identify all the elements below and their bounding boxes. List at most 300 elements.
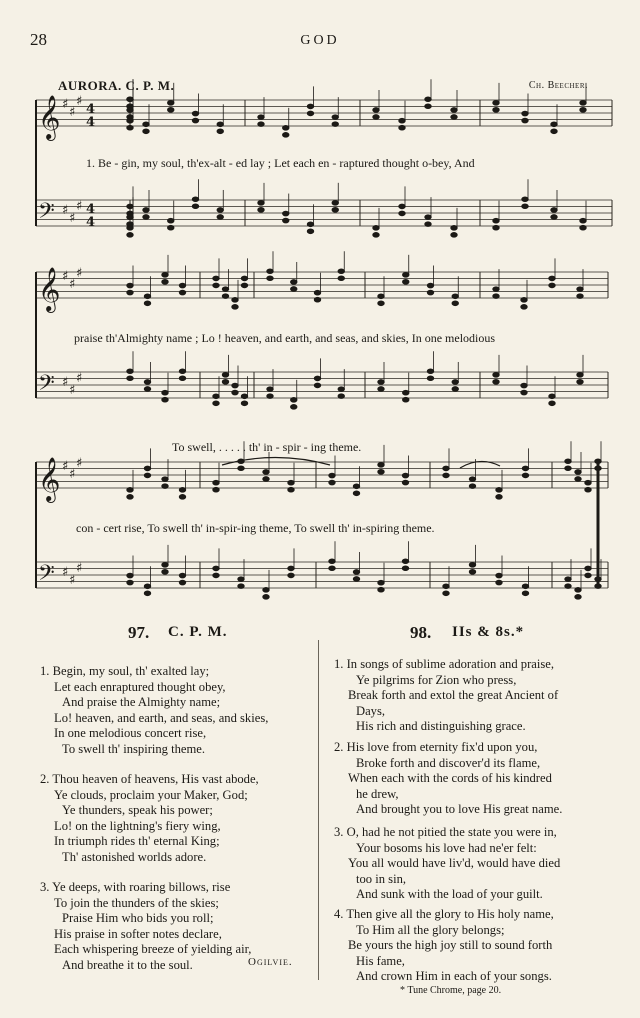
stanza-line: Break forth and extol the great Ancient of	[348, 688, 559, 703]
note-head	[217, 129, 223, 134]
note-head	[179, 369, 185, 374]
stanza-line: 2. His love from eternity fix'd upon you,	[334, 740, 538, 754]
note-head	[144, 584, 150, 589]
stanza-line: And breathe it to the soul.	[62, 957, 193, 972]
stanza-line: too in sin,	[356, 871, 407, 886]
sharp-sign: ♯	[76, 94, 83, 109]
note-head	[143, 208, 149, 213]
note-head	[307, 229, 313, 234]
note-head	[258, 122, 264, 127]
stanza-line: Be yours the high joy still to sound forth	[348, 938, 553, 953]
sharp-sign: ♯	[76, 199, 83, 214]
note-head	[127, 283, 133, 288]
hymn-97-stanza-3	[40, 880, 251, 974]
note-head	[307, 104, 313, 109]
stanza-line: Ye thunders, speak his power;	[62, 803, 213, 818]
note-head	[353, 484, 359, 489]
stanza-line: 4. Then give all the glory to His holy name,	[334, 907, 554, 921]
note-head	[451, 233, 457, 238]
note-head	[213, 394, 219, 399]
note-head	[580, 108, 586, 113]
note-head	[258, 115, 264, 120]
note-head	[585, 487, 591, 492]
column-divider	[318, 640, 319, 980]
note-head	[192, 111, 198, 116]
hymn-97-stanza-1	[40, 664, 268, 758]
note-head	[451, 226, 457, 231]
running-head: GOD	[300, 33, 340, 48]
note-head	[425, 215, 431, 220]
note-head	[143, 215, 149, 220]
bass-clef: 𝄢	[38, 199, 55, 229]
note-head	[338, 276, 344, 281]
sharp-sign: ♯	[76, 266, 83, 281]
time-signature: 4	[86, 215, 96, 230]
stanza-line: Let each enraptured thought obey,	[54, 679, 226, 694]
note-head	[232, 305, 238, 310]
note-head	[522, 197, 528, 202]
note-head	[179, 376, 185, 381]
note-head	[378, 380, 384, 385]
note-head	[241, 394, 247, 399]
note-head	[329, 559, 335, 564]
stanza-line: When each with the cords of his kindred	[348, 771, 552, 786]
note-head	[283, 218, 289, 223]
note-head	[143, 122, 149, 127]
note-head	[575, 595, 581, 600]
note-head	[222, 380, 228, 385]
note-head	[222, 294, 228, 299]
note-head	[238, 466, 244, 471]
note-head	[338, 394, 344, 399]
note-head	[403, 280, 409, 285]
sharp-sign: ♯	[62, 565, 69, 580]
sharp-sign: ♯	[62, 203, 69, 218]
note-head	[427, 283, 433, 288]
stanza-line: Your bosoms his love had ne'er felt:	[356, 840, 537, 855]
note-head	[332, 115, 338, 120]
note-head	[127, 290, 133, 295]
stanza-line: In triumph rides th' eternal King;	[54, 834, 220, 849]
sharp-sign: ♯	[69, 467, 76, 482]
note-head	[168, 225, 174, 230]
note-head	[162, 280, 168, 285]
note-head	[451, 108, 457, 113]
stanza-line: You all would have liv'd, would have died	[348, 856, 561, 871]
hymn-98-stanza-1	[334, 657, 558, 735]
stanza-line: To swell th' inspiring theme.	[62, 741, 206, 756]
note-head	[402, 559, 408, 564]
note-head	[496, 495, 502, 500]
note-head	[493, 225, 499, 230]
stanza-line: And sunk with the load of your guilt.	[356, 887, 543, 902]
note-head	[522, 204, 528, 209]
note-head	[213, 283, 219, 288]
note-head	[595, 577, 601, 582]
note-head	[213, 276, 219, 281]
note-head	[493, 380, 499, 385]
note-head	[241, 283, 247, 288]
note-head	[127, 204, 133, 209]
note-head	[217, 122, 223, 127]
note-head	[551, 208, 557, 213]
note-head	[451, 115, 457, 120]
note-head	[307, 222, 313, 227]
note-head	[521, 298, 527, 303]
sharp-sign: ♯	[62, 97, 69, 112]
note-head	[263, 595, 269, 600]
hymn-98-number: 98.	[410, 623, 432, 642]
stanza-line: In one melodious concert rise,	[54, 726, 207, 741]
hymn-98-stanza-3	[334, 825, 560, 903]
note-head	[179, 283, 185, 288]
note-head	[565, 466, 571, 471]
note-head	[378, 587, 384, 592]
note-head	[213, 480, 219, 485]
note-head	[469, 484, 475, 489]
note-head	[179, 580, 185, 585]
note-head	[283, 211, 289, 216]
lyric-line-3-upper: To swell, . . . . . th' in - spir - ing theme.	[172, 440, 362, 454]
note-head	[403, 397, 409, 402]
note-head	[127, 215, 133, 220]
note-head	[217, 208, 223, 213]
note-head	[288, 480, 294, 485]
note-head	[222, 373, 228, 378]
stanza-line: To join the thunders of the skies;	[54, 895, 219, 910]
note-head	[595, 584, 601, 589]
note-head	[258, 201, 264, 206]
note-head	[291, 280, 297, 285]
note-head	[551, 129, 557, 134]
treble-clef: 𝄞	[38, 95, 61, 139]
hymn-98-stanza-4	[334, 907, 554, 985]
note-head	[332, 208, 338, 213]
note-head	[469, 563, 475, 568]
note-head	[232, 298, 238, 303]
note-head	[378, 301, 384, 306]
slurs	[222, 458, 500, 469]
note-head	[127, 488, 133, 493]
note-head	[144, 387, 150, 392]
note-head	[493, 108, 499, 113]
note-head	[373, 233, 379, 238]
sharp-sign: ♯	[62, 269, 69, 284]
hymn-97-meter: C. P. M.	[168, 624, 228, 640]
slur	[460, 461, 500, 468]
sharp-sign: ♯	[69, 573, 76, 588]
note-head	[399, 118, 405, 123]
tune-title: AURORA. C. P. M.	[58, 78, 175, 93]
stanza-line: 1. Begin, my soul, th' exalted lay;	[40, 664, 210, 678]
note-head	[549, 283, 555, 288]
note-head	[399, 204, 405, 209]
bass-clef: 𝄢	[38, 561, 55, 591]
note-head	[551, 215, 557, 220]
note-head	[162, 563, 168, 568]
note-head	[263, 588, 269, 593]
note-head	[329, 566, 335, 571]
note-head	[493, 294, 499, 299]
note-head	[443, 591, 449, 596]
note-head	[127, 222, 133, 227]
note-head	[575, 588, 581, 593]
stanza-line: His rich and distinguishing grace.	[356, 719, 526, 734]
stanza-line: To Him all the glory belongs;	[356, 922, 505, 937]
hymn-98-meter: IIs & 8s.*	[452, 624, 525, 640]
note-head	[314, 290, 320, 295]
note-head	[162, 273, 168, 278]
note-head	[452, 294, 458, 299]
note-head	[425, 104, 431, 109]
note-head	[179, 573, 185, 578]
note-head	[378, 470, 384, 475]
note-head	[127, 580, 133, 585]
sharp-sign: ♯	[69, 383, 76, 398]
sharp-sign: ♯	[69, 277, 76, 292]
note-head	[127, 104, 133, 109]
lyric-line-1: 1. Be - gin, my soul, th'ex-alt - ed lay ; Let each en - raptured thought o-bey, And	[86, 156, 475, 170]
note-head	[192, 118, 198, 123]
note-head	[263, 470, 269, 475]
note-head	[443, 473, 449, 478]
stanza-line: Broke forth and discover'd its flame,	[356, 755, 541, 770]
note-head	[580, 101, 586, 106]
sharp-sign: ♯	[69, 211, 76, 226]
sharp-sign: ♯	[76, 371, 83, 386]
note-head	[291, 405, 297, 410]
note-head	[522, 111, 528, 116]
stanza-line: And crown Him in each of your songs.	[356, 969, 552, 984]
note-head	[307, 111, 313, 116]
sharp-sign: ♯	[69, 105, 76, 120]
hymn-97-stanza-2	[40, 772, 259, 866]
stanza-line: Days,	[356, 703, 386, 718]
note-head	[496, 488, 502, 493]
note-head	[127, 233, 133, 238]
note-head	[162, 477, 168, 482]
note-head	[565, 459, 571, 464]
note-head	[144, 294, 150, 299]
note-head	[283, 133, 289, 138]
note-head	[314, 376, 320, 381]
note-head	[143, 129, 149, 134]
note-head	[565, 584, 571, 589]
note-head	[373, 115, 379, 120]
note-head	[551, 122, 557, 127]
note-head	[353, 577, 359, 582]
stanza-line: His praise in softer notes declare,	[54, 926, 222, 941]
stanza-line: And brought you to love His great name.	[356, 802, 563, 817]
sharp-sign: ♯	[76, 561, 83, 576]
note-head	[241, 401, 247, 406]
note-head	[353, 491, 359, 496]
note-head	[192, 204, 198, 209]
note-head	[144, 466, 150, 471]
note-head	[403, 273, 409, 278]
note-head	[332, 122, 338, 127]
note-head	[521, 305, 527, 310]
page-number: 28	[30, 30, 47, 49]
note-head	[267, 387, 273, 392]
note-head	[580, 218, 586, 223]
stanza-line: His fame,	[356, 953, 405, 968]
note-head	[595, 459, 601, 464]
footnote: * Tune Chrome, page 20.	[400, 985, 502, 996]
note-head	[288, 573, 294, 578]
note-head	[232, 383, 238, 388]
note-head	[258, 208, 264, 213]
note-head	[577, 287, 583, 292]
note-head	[213, 487, 219, 492]
sharp-sign: ♯	[62, 459, 69, 474]
stanza-line: Ye pilgrims for Zion who press,	[356, 672, 517, 687]
note-head	[577, 294, 583, 299]
note-head	[332, 201, 338, 206]
note-head	[378, 294, 384, 299]
note-head	[521, 383, 527, 388]
stanza-line: he drew,	[356, 786, 399, 801]
note-head	[338, 269, 344, 274]
lyric-line-3: con - cert rise, To swell th' in-spir-ing theme, To swell th' in-spiring theme.	[76, 521, 435, 535]
note-head	[329, 480, 335, 485]
stanza-line: And praise the Almighty name;	[62, 695, 221, 710]
note-head	[291, 287, 297, 292]
stanza-line: Ye clouds, proclaim your Maker, God;	[54, 787, 248, 802]
note-head	[399, 211, 405, 216]
note-head	[127, 495, 133, 500]
note-head	[452, 301, 458, 306]
note-head	[222, 287, 228, 292]
note-head	[522, 591, 528, 596]
note-head	[373, 226, 379, 231]
note-head	[267, 394, 273, 399]
note-head	[443, 584, 449, 589]
note-head	[565, 577, 571, 582]
stanza-line: 1. In songs of sublime adoration and praise,	[334, 657, 554, 671]
note-head	[549, 276, 555, 281]
note-head	[378, 580, 384, 585]
note-head	[144, 380, 150, 385]
note-head	[373, 108, 379, 113]
note-head	[493, 101, 499, 106]
note-head	[469, 477, 475, 482]
treble-clef: 𝄞	[38, 267, 61, 311]
treble-clef: 𝄞	[38, 457, 61, 501]
lyric-line-2: praise th'Almighty name ; Lo ! heaven, and earth, and seas, and skies, In one melodious	[74, 331, 496, 345]
note-head	[329, 473, 335, 478]
note-head	[179, 488, 185, 493]
note-head	[168, 218, 174, 223]
note-head	[144, 473, 150, 478]
note-head	[549, 394, 555, 399]
note-head	[232, 390, 238, 395]
note-head	[291, 398, 297, 403]
note-head	[493, 373, 499, 378]
note-head	[522, 584, 528, 589]
note-head	[452, 380, 458, 385]
note-head	[162, 390, 168, 395]
note-head	[585, 566, 591, 571]
note-head	[522, 466, 528, 471]
stanza-line: Lo! on the lightning's fiery wing,	[54, 818, 221, 833]
note-head	[217, 215, 223, 220]
note-head	[288, 566, 294, 571]
hymn-97-author: Ogilvie.	[248, 956, 293, 968]
time-signature: 4	[86, 115, 96, 130]
note-head	[213, 401, 219, 406]
note-head	[314, 383, 320, 388]
note-head	[288, 487, 294, 492]
hymn-98-stanza-2	[334, 740, 562, 818]
note-head	[402, 480, 408, 485]
note-head	[127, 573, 133, 578]
note-head	[241, 276, 247, 281]
note-head	[168, 101, 174, 106]
note-head	[213, 566, 219, 571]
note-head	[577, 373, 583, 378]
composer: Ch. Beecher.	[528, 80, 588, 91]
stanza-line: 3. O, had he not pitied the state you were in,	[334, 825, 557, 839]
note-head	[585, 480, 591, 485]
note-head	[213, 573, 219, 578]
note-head	[144, 591, 150, 596]
time-signature: 4	[86, 102, 96, 117]
note-head	[403, 390, 409, 395]
stanza-line: Praise Him who bids you roll;	[62, 911, 214, 926]
note-head	[267, 276, 273, 281]
sharp-sign: ♯	[62, 375, 69, 390]
note-head	[575, 477, 581, 482]
note-head	[314, 297, 320, 302]
note-head	[522, 118, 528, 123]
note-head	[144, 301, 150, 306]
note-head	[595, 466, 601, 471]
note-head	[162, 570, 168, 575]
stanza-line: 3. Ye deeps, with roaring billows, rise	[40, 880, 231, 894]
note-head	[580, 225, 586, 230]
note-head	[496, 573, 502, 578]
note-head	[425, 97, 431, 102]
note-head	[338, 387, 344, 392]
note-head	[549, 401, 555, 406]
time-signature: 4	[86, 202, 96, 217]
sharp-sign: ♯	[76, 456, 83, 471]
note-head	[127, 369, 133, 374]
note-head	[585, 573, 591, 578]
note-head	[263, 477, 269, 482]
note-head	[283, 126, 289, 131]
note-head	[452, 387, 458, 392]
note-head	[577, 380, 583, 385]
note-head	[353, 570, 359, 575]
stanza-line: Lo! heaven, and earth, and seas, and skies,	[54, 710, 269, 725]
stanza-line: 2. Thou heaven of heavens, His vast abode,	[40, 772, 259, 786]
note-head	[378, 387, 384, 392]
note-head	[179, 495, 185, 500]
note-head	[402, 566, 408, 571]
note-head	[427, 376, 433, 381]
note-head	[493, 287, 499, 292]
note-head	[267, 269, 273, 274]
note-head	[238, 584, 244, 589]
note-head	[443, 466, 449, 471]
note-head	[496, 580, 502, 585]
note-head	[127, 376, 133, 381]
note-head	[168, 108, 174, 113]
note-head	[162, 397, 168, 402]
bass-clef: 𝄢	[38, 371, 55, 401]
